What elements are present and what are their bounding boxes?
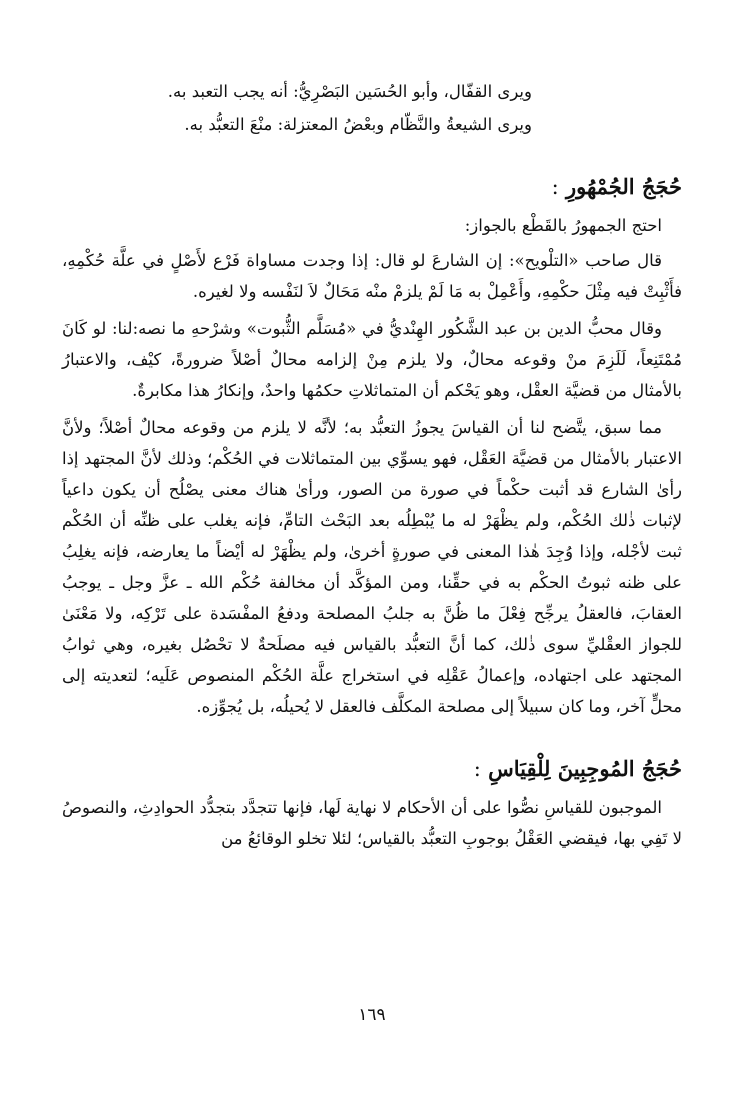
section-heading-text: حُجَجُ المُوجِبِينَ لِلْقِيَاسِ	[488, 756, 682, 781]
section-heading	[62, 170, 682, 204]
section-heading-text: حُجَجُ الجُمْهُورِ	[565, 174, 682, 199]
section-subtitle: احتج الجمهورُ بالقَطْع بالجواز:	[464, 216, 662, 235]
heading-colon: :	[551, 175, 559, 199]
paragraph: مما سبق، يتَّضح لنا أن القياسَ يجوزُ التعبُّد به؛ لأنَّه لا يلزم من وقوعه محالٌ أصْلاً؛ ولأنَّ الاعتبار بالأمثال من قضيَّة العَقْل، فهو يسوِّي بين المتماثلات في الحُكْم؛ وذلك لأنَّ المجتهد إذا رأىٰ الشارع قد أثبت حكْماً في صورة من الصور، ورأىٰ هناك معنى يصْلُح أن يكون داعياً لإثبات ذٰلك الحُكْم، ولم يظْهَرْ له ما يُبْطِلُه بعد البَحْث التامِّ، فإنه يغلب على ظنِّه أن الحُكْم ثبت لأجْله، وإذا وُجِدَ هٰذا المعنى في صورةٍ أخرىٰ، ولم يظْهَرْ له أيْضاً ما يعارضه، فإنه يغلِبُ على ظنه ثبوتُ الحكْم به في حقِّنا، ومن المؤكَّد أن مخالفة حُكْم الله ـ عزَّ وجل ـ يوجبُ العقابَ، فالعقلُ يرجِّح فِعْلَ ما ظُنَّ به جلبُ المصلحة ودفعُ المفْسَدة على تَرْكِه، ولا مَعْنَىٰ للجواز العقْليِّ سوى ذٰلك، كما أنَّ التعبُّد بالقياس فيه مصلَحةٌ لا تحْصُل بغيره، وهي ثوابُ المجتهد على اجتهاده، وإعمالُ عَقْلِه في استخراج علَّة الحُكْم المنصوص عَلَيه؛ لتعديته إلى محلٍّ آخر، وما كان سبيلاً إلى مصلحة المكلَّف فالعقل لا يُحيلُه، بل يُجوِّزه.	[62, 418, 682, 716]
page-number: ١٦٩	[358, 1005, 386, 1025]
intro-line: ويرى القفّال، وأبو الحُسَين البَصْرِيُّ: أنه يجب التعبد به.	[167, 82, 532, 101]
intro-line: ويرى الشيعةُ والنَّظّام وبعْضُ المعتزلة: منْعَ التعبُّد به.	[184, 115, 532, 134]
section-heading	[62, 752, 682, 786]
paragraph: وقال محبُّ الدين بن عبد الشَّكُور الهِنْديُّ في «مُسَلَّم الثُّبوت» وشرْحهِ ما نصه:لنا: لو كَانَ مُمْتَنِعاً، لَلَزِمَ منْ وقوعه محالٌ، ولا يلزم مِنْ إلزامه محالٌ أصْلاً ضرورةً، كيْف، والاعتبارُ بالأمثال من قضيَّة العقْل، وهو يَحْكم أن المتماثلاتِ حكمُها واحدٌ، وإنكارُ هذا مكابرةٌ.	[62, 319, 682, 400]
paragraph: الموجبون للقياسِ نصُّوا على أن الأحكام لا نهاية لَها، فإنها تتجدَّد بتجدُّد الحوادِثِ، والنصوصُ لا تَفِي بها، فيقضي العَقْلُ بوجوبِ التعبُّد بالقياس؛ لئلا تخلو الوقائعُ من	[62, 798, 682, 848]
heading-colon: :	[473, 757, 481, 781]
paragraph: قال صاحب «التلْويح»: إن الشارعَ لو قال: إذا وجدت مساواة فَرْع لأَصْلٍ في علَّة حُكْمِهِ، فأَثْبِتْ فيه مِثْلَ حكْمِهِ، وأَعْمِلْ به مَا لَمْ يلزمْ منْه مَحَالٌ لاَ لنَفْسه ولا لغيره.	[62, 251, 682, 301]
